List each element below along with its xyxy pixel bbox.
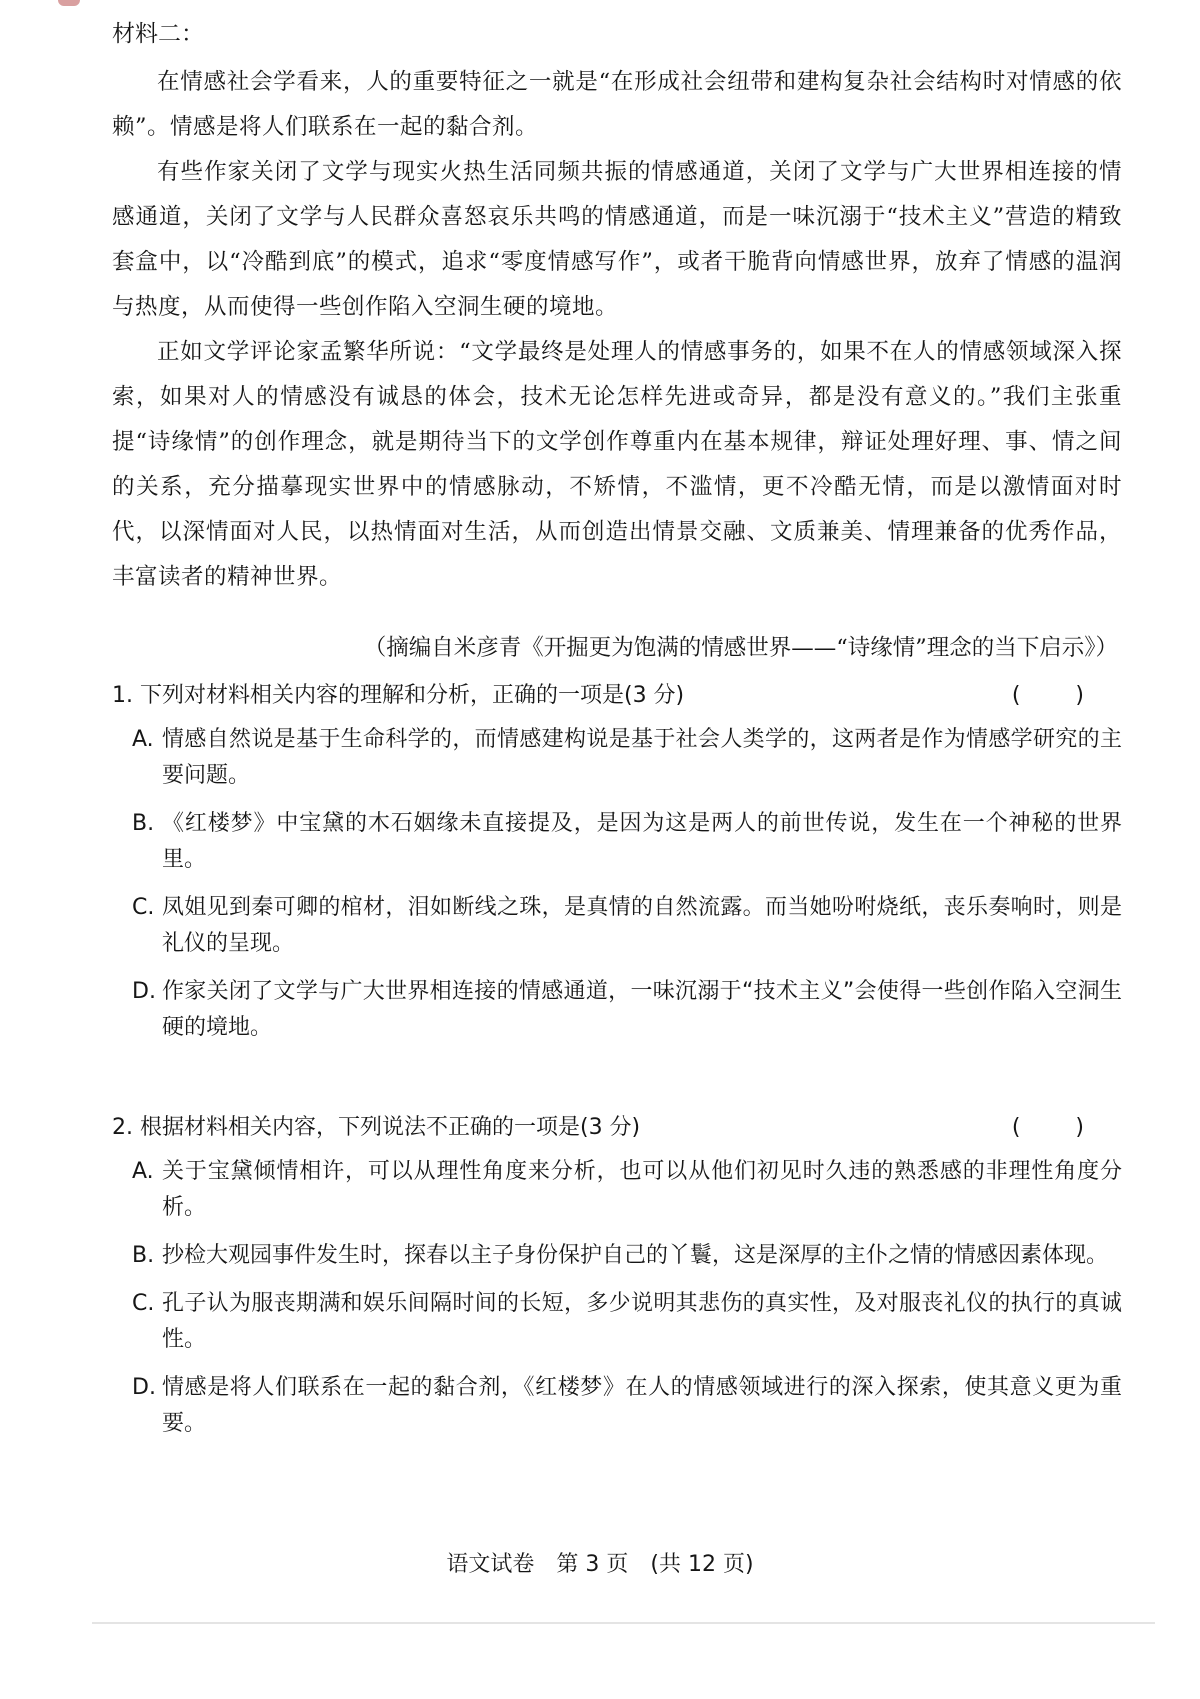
option-letter: B. <box>132 811 155 836</box>
question-2-answer-blank: ( ) <box>1011 1115 1108 1140</box>
question-1-option-d <box>112 974 1122 1046</box>
question-2-header <box>112 1110 1122 1154</box>
question-1-option-b <box>112 806 1122 878</box>
option-text: 情感自然说是基于生命科学的，而情感建构说是基于社会人类学的，这两者是作为情感学研究的主要问题。 <box>162 727 1122 788</box>
question-2 <box>112 1110 1122 1454</box>
option-letter: A. <box>132 727 154 752</box>
option-text: 抄检大观园事件发生时，探春以主子身份保护自己的丫鬟，这是深厚的主仆之情的情感因素体现。 <box>162 1243 1109 1268</box>
option-letter: C. <box>132 895 155 920</box>
question-1-stem: 1. 下列对材料相关内容的理解和分析，正确的一项是(3 分) <box>112 683 685 708</box>
passage-paragraph-1: 在情感社会学看来，人的重要特征之一就是“在形成社会纽带和建构复杂社会结构时对情感的依赖”。情感是将人们联系在一起的黏合剂。 <box>112 69 1122 140</box>
option-text: 关于宝黛倾情相许，可以从理性角度来分析，也可以从他们初见时久违的熟悉感的非理性角度分析。 <box>162 1159 1122 1220</box>
question-2-option-b <box>112 1238 1122 1274</box>
question-1-option-c <box>112 890 1122 962</box>
option-text: 情感是将人们联系在一起的黏合剂，《红楼梦》在人的情感领域进行的深入探索，使其意义更为重要。 <box>162 1375 1122 1436</box>
scan-edge-line <box>92 1622 1155 1624</box>
option-letter: A. <box>132 1159 154 1184</box>
question-1-option-a <box>112 722 1122 794</box>
passage-paragraph-2: 有些作家关闭了文学与现实火热生活同频共振的情感通道，关闭了文学与广大世界相连接的情感通道，关闭了文学与人民群众喜怒哀乐共鸣的情感通道，而是一味沉溺于“技术主义”营造的精致套盒中，以“冷酷到底”的模式，追求“零度情感写作”，或者干脆背向情感世界，放弃了情感的温润与热度，从而使得一些创作陷入空洞生硬的境地。 <box>112 159 1122 320</box>
option-letter: C. <box>132 1291 155 1316</box>
page-footer: 语文试卷 第 3 页 (共 12 页) <box>446 1552 754 1577</box>
option-text: 《红楼梦》中宝黛的木石姻缘未直接提及，是因为这是两人的前世传说，发生在一个神秘的世界里。 <box>162 811 1122 872</box>
question-2-stem: 2. 根据材料相关内容，下列说法不正确的一项是(3 分) <box>112 1115 641 1140</box>
option-letter: D. <box>132 1375 156 1400</box>
question-1-answer-blank: ( ) <box>1011 683 1108 708</box>
passage-paragraph-3: 正如文学评论家孟繁华所说：“文学最终是处理人的情感事务的，如果不在人的情感领域深入探索，如果对人的情感没有诚恳的体会，技术无论怎样先进或奇异，都是没有意义的。”我们主张重提“诗缘情”的创作理念，就是期待当下的文学创作尊重内在基本规律，辩证处理好理、事、情之间的关系，充分描摹现实世界中的情感脉动，不矫情，不滥情，更不冷酷无情，而是以激情面对时代，以深情面对人民，以热情面对生活，从而创造出情景交融、文质兼美、情理兼备的优秀作品，丰富读者的精神世界。 <box>112 339 1122 590</box>
question-2-option-c <box>112 1286 1122 1358</box>
source-citation: （摘编自米彦青《开掘更为饱满的情感世界——“诗缘情”理念的当下启示》） <box>363 635 1118 661</box>
question-2-option-a <box>112 1154 1122 1226</box>
question-1-header <box>112 678 1122 722</box>
option-text: 凤姐见到秦可卿的棺材，泪如断线之珠，是真情的自然流露。而当她吩咐烧纸，丧乐奏响时，则是礼仪的呈现。 <box>162 895 1122 956</box>
option-letter: D. <box>132 979 156 1004</box>
scan-corner-mark <box>58 0 80 6</box>
question-1 <box>112 678 1122 1058</box>
question-2-option-d <box>112 1370 1122 1442</box>
material-title: 材料二： <box>112 21 204 47</box>
option-text: 作家关闭了文学与广大世界相连接的情感通道，一味沉溺于“技术主义”会使得一些创作陷入空洞生硬的境地。 <box>162 979 1122 1040</box>
option-text: 孔子认为服丧期满和娱乐间隔时间的长短，多少说明其悲伤的真实性，及对服丧礼仪的执行的真诚性。 <box>162 1291 1122 1352</box>
option-letter: B. <box>132 1243 155 1268</box>
